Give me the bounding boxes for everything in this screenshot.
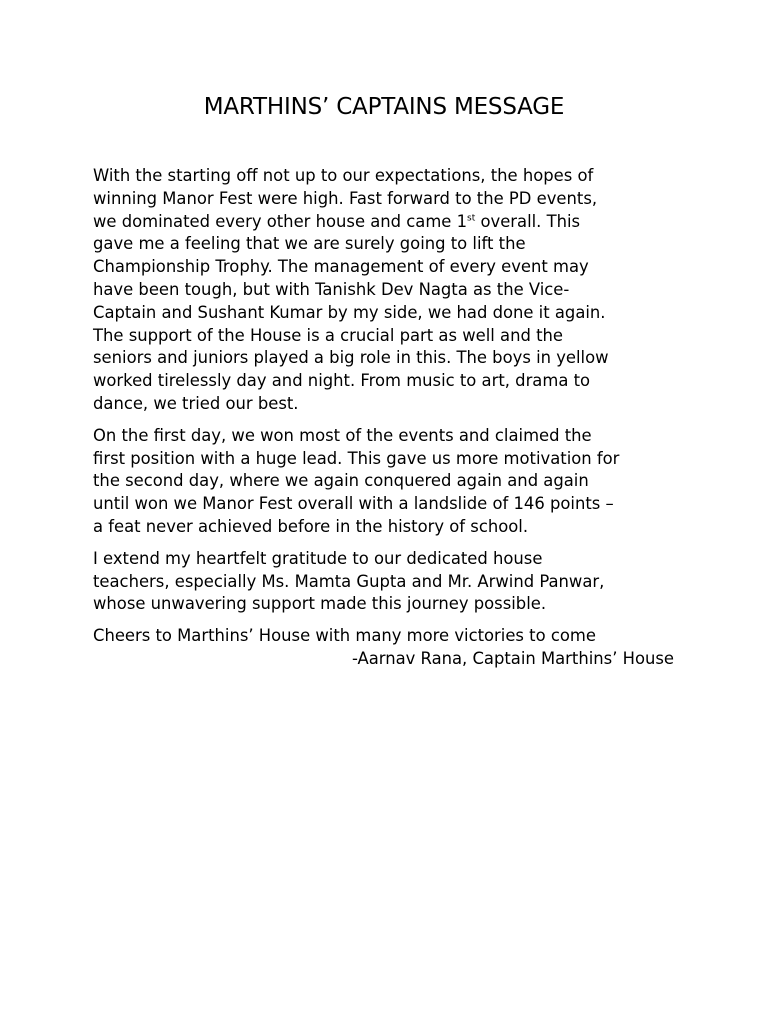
text-line: worked tirelessly day and night. From music to art, drama to [93,371,591,391]
text-line: Cheers to Marthins’ House with many more victories to come [93,626,596,646]
superscript-ordinal: st [467,213,476,224]
message-body [93,165,683,671]
text-line: Championship Trophy. The management of every event may [93,257,589,277]
paragraph-cheers [93,625,683,648]
text-line: have been tough, but with Tanishk Dev Nagta as the Vice- [93,279,570,299]
text-line: seniors and juniors played a big role in this. The boys in yellow [93,348,609,368]
paragraph-first-day [93,425,683,539]
paragraph-intro [93,165,683,416]
text-line: gave me a feeling that we are surely going to lift the [93,234,526,254]
text-line: The support of the House is a crucial part as well and the [93,325,563,345]
text-line: whose unwavering support made this journey possible. [93,594,547,614]
text-line: winning Manor Fest were high. Fast forward to the PD events, [93,188,598,208]
text-line: I extend my heartfelt gratitude to our dedicated house [93,548,543,568]
text-line: dance, we tried our best. [93,393,299,413]
text-fragment: overall. This [475,211,581,231]
text-line: until won we Manor Fest overall with a landslide of 146 points – [93,494,614,514]
text-line: With the starting off not up to our expectations, the hopes of [93,166,594,185]
paragraph-gratitude [93,548,683,616]
text-line: the second day, where we again conquered again and again [93,471,589,491]
signature-line: -Aarnav Rana, Captain Marthins’ House [351,648,674,668]
text-line: On the first day, we won most of the events and claimed the [93,425,592,445]
text-line: teachers, especially Ms. Mamta Gupta and Mr. Arwind Panwar, [93,571,605,591]
text-line: a feat never achieved before in the history of school. [93,516,529,536]
text-fragment: we dominated every other house and came 1 [93,211,468,231]
page-title: MARTHINS’ CAPTAINS MESSAGE [203,94,565,120]
text-line: Captain and Sushant Kumar by my side, we had done it again. [93,302,606,322]
text-line: first position with a huge lead. This gave us more motivation for [93,448,620,468]
text-line [93,211,683,234]
